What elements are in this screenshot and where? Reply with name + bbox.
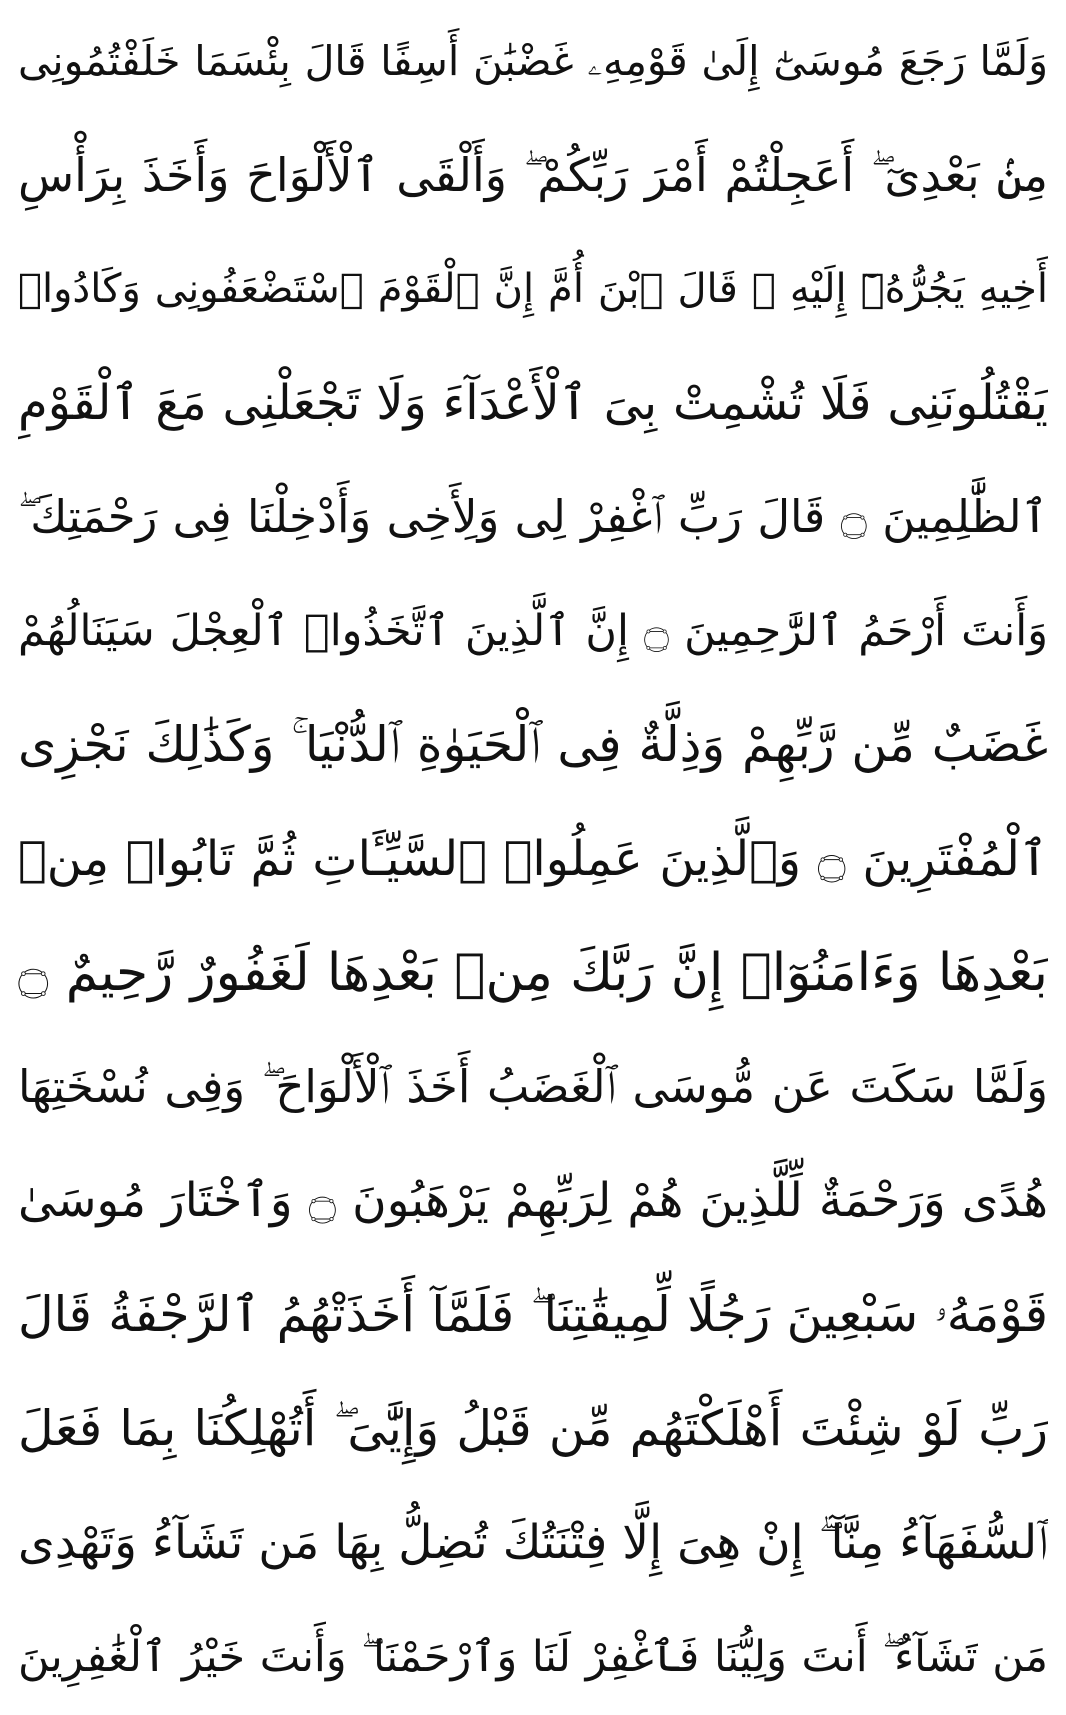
text-line: بَعْدِهَا وَءَامَنُوٓا۟ إِنَّ رَبَّكَ مِنۢ بَعْدِهَا لَغَفُورٌ رَّحِيمٌ ۝	[18, 943, 1048, 1003]
text-line: مِنۢ بَعْدِىٓ ۖ أَعَجِلْتُمْ أَمْرَ رَبِّكُمْ ۖ وَأَلْقَى ٱلْأَلْوَاحَ وَأَخَذَ بِرَأْسِ	[18, 148, 1048, 202]
text-line: وَلَمَّا سَكَتَ عَن مُّوسَى ٱلْغَضَبُ أَخَذَ ٱلْأَلْوَاحَ ۖ وَفِى نُسْخَتِهَا	[18, 1060, 1048, 1113]
text-line: هُدًى وَرَحْمَةٌ لِّلَّذِينَ هُمْ لِرَبِّهِمْ يَرْهَبُونَ ۝ وَٱخْتَارَ مُوسَىٰ	[18, 1173, 1048, 1228]
text-line: أَخِيهِ يَجُرُّهُۥٓ إِلَيْهِ ۚ قَالَ ٱبْنَ أُمَّ إِنَّ ٱلْقَوْمَ ٱسْتَضْعَفُونِى وَكَادُوا۟	[18, 266, 1048, 312]
text-line: رَبِّ لَوْ شِئْتَ أَهْلَكْتَهُم مِّن قَبْلُ وَإِيَّٰىَ ۖ أَتُهْلِكُنَا بِمَا فَعَلَ	[18, 1400, 1048, 1457]
text-line: مَن تَشَآءُ ۖ أَنتَ وَلِيُّنَا فَٱغْفِرْ لَنَا وَٱرْحَمْنَا ۖ وَأَنتَ خَيْرُ ٱلْغَٰفِرِينَ	[18, 1632, 1048, 1682]
text-line: ٱلْمُفْتَرِينَ ۝ وَٱلَّذِينَ عَمِلُوا۟ ٱلسَّيِّـَٔاتِ ثُمَّ تَابُوا۟ مِنۢ	[18, 831, 1048, 887]
text-line: غَضَبٌ مِّن رَّبِّهِمْ وَذِلَّةٌ فِى ٱلْحَيَوٰةِ ٱلدُّنْيَا ۚ وَكَذَٰلِكَ نَجْزِى	[18, 716, 1048, 773]
text-line: وَأَنتَ أَرْحَمُ ٱلرَّٰحِمِينَ ۝ إِنَّ ٱلَّذِينَ ٱتَّخَذُوا۟ ٱلْعِجْلَ سَيَنَالُهُمْ	[18, 606, 1048, 656]
text-line: يَقْتُلُونَنِى فَلَا تُشْمِتْ بِىَ ٱلْأَعْدَآءَ وَلَا تَجْعَلْنِى مَعَ ٱلْقَوْمِ	[18, 375, 1048, 431]
text-block	[18, 14, 1048, 1704]
text-line: ٱلظَّٰلِمِينَ ۝ قَالَ رَبِّ ٱغْفِرْ لِى وَلِأَخِى وَأَدْخِلْنَا فِى رَحْمَتِكَ ۖ	[18, 490, 1048, 543]
text-line: وَلَمَّا رَجَعَ مُوسَىٰٓ إِلَىٰ قَوْمِهِۦ غَضْبَٰنَ أَسِفًا قَالَ بِئْسَمَا خَلَفْتُمُونِى	[18, 37, 1048, 85]
text-line: قَوْمَهُۥ سَبْعِينَ رَجُلًا لِّمِيقَٰتِنَا ۖ فَلَمَّآ أَخَذَتْهُمُ ٱلرَّجْفَةُ قَالَ	[18, 1286, 1048, 1343]
text-line: ٱلسُّفَهَآءُ مِنَّآ ۖ إِنْ هِىَ إِلَّا فِتْنَتُكَ تُضِلُّ بِهَا مَن تَشَآءُ وَتَهْدِى	[18, 1515, 1048, 1570]
